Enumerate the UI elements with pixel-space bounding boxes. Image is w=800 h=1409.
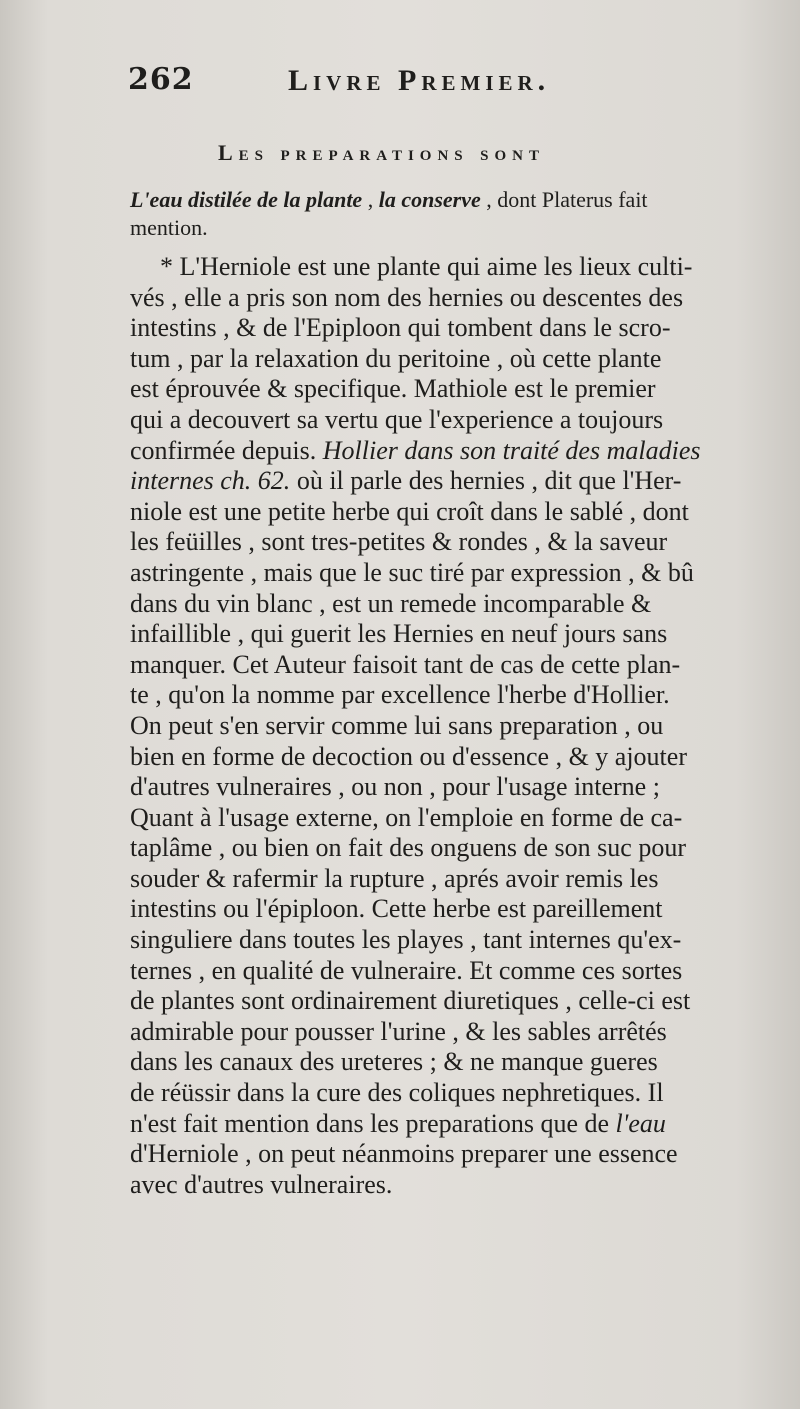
text-line: te , qu'on la nomme par excellence l'herbe d'Hollier. [130, 680, 670, 710]
text-line: bien en forme de decoction ou d'essence , & y ajouter [130, 741, 687, 771]
text-line: d'Herniole , on peut néanmoins preparer une essence [130, 1139, 678, 1169]
text-line: tum , par la relaxation du peritoine , où cette plante [130, 343, 662, 373]
text-line: avec d'autres vulneraires. [130, 1169, 393, 1199]
text-line: manquer. Cet Auteur faisoit tant de cas de cette plan- [130, 649, 681, 679]
text-line: dans du vin blanc , est un remede incomparable & [130, 588, 652, 618]
text-line [130, 1109, 800, 1140]
text-line: * L'Herniole est une plante qui aime les lieux culti- [160, 252, 693, 281]
text-line: de plantes sont ordinairement diuretiques , celle-ci est [130, 986, 691, 1016]
text-line: singuliere dans toutes les playes , tant internes qu'ex- [130, 925, 682, 955]
text-line: qui a decouvert sa vertu que l'experience a toujours [130, 404, 664, 434]
text-line: ternes , en qualité de vulneraire. Et comme ces sortes [130, 955, 683, 985]
text-line: intestins ou l'épiploon. Cette herbe est pareillement [130, 894, 663, 924]
text-line: taplâme , ou bien on fait des onguens de son suc pour [130, 833, 686, 863]
citation: Hollier dans son traité des maladies [322, 435, 701, 465]
preparation-item: la conserve [378, 187, 481, 212]
text-segment: où il parle des hernies , dit que l'Her- [290, 466, 682, 496]
section-heading: Les preparations sont [218, 140, 545, 165]
text-line: astringente , mais que le suc tiré par expression , & bû [130, 557, 694, 587]
text-line: dans les canaux des ureteres ; & ne manque gueres [130, 1047, 658, 1077]
preparations-paragraph [130, 186, 790, 242]
text-line [130, 466, 800, 497]
text-line: admirable pour pousser l'urine , & les sables arrêtés [130, 1016, 667, 1046]
text-line: vés , elle a pris son nom des hernies ou descentes des [130, 282, 684, 312]
text-line: les feüilles , sont tres-petites & rondes , & la saveur [130, 527, 668, 557]
text-line: niole est une petite herbe qui croît dans le sablé , dont [130, 496, 689, 526]
preparation-text: , dont Platerus fait [480, 187, 648, 212]
text-line: d'autres vulneraires , ou non , pour l'usage interne ; [130, 772, 660, 802]
text-line: de réüssir dans la cure des coliques nephretiques. Il [130, 1078, 664, 1108]
preparation-text: mention. [130, 215, 208, 240]
text-line: On peut s'en servir comme lui sans preparation , ou [130, 710, 664, 740]
text-line [130, 436, 800, 467]
page-header [128, 62, 768, 106]
preparation-item: L'eau distilée de la plante [130, 187, 363, 212]
citation: internes ch. 62. [130, 466, 291, 496]
text-line: est éprouvée & specifique. Mathiole est le premier [130, 374, 656, 404]
page-number: 262 [128, 62, 194, 97]
running-title: Livre Premier. [288, 64, 551, 97]
text-line: souder & rafermir la rupture , aprés avoir remis les [130, 863, 659, 893]
text-line: intestins , & de l'Epiploon qui tombent dans le scro- [130, 313, 671, 343]
separator: , [362, 187, 379, 212]
italic-term: l'eau [615, 1108, 666, 1138]
text-line: Quant à l'usage externe, on l'emploie en forme de ca- [130, 802, 683, 832]
text-segment: n'est fait mention dans les preparations que de [130, 1108, 610, 1138]
text-line: infaillible , qui guerit les Hernies en neuf jours sans [130, 619, 668, 649]
main-paragraph [130, 252, 800, 1200]
text-segment: confirmée depuis. [130, 435, 317, 465]
